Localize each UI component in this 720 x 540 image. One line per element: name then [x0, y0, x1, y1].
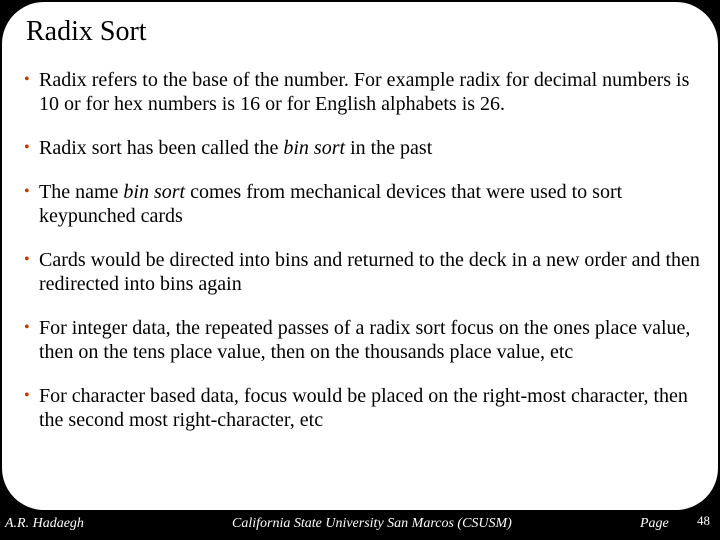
bullet-dot-icon: •	[24, 139, 30, 156]
bullet-dot-icon: •	[24, 387, 30, 404]
bullet-text: in the past	[345, 137, 433, 159]
bullet-list	[24, 68, 704, 452]
bullet-item	[24, 136, 704, 160]
slide-title: Radix Sort	[26, 16, 147, 47]
footer-author: A.R. Hadaegh	[5, 516, 84, 531]
bullet-text: comes from mechanical devices that were used to sort keypunched cards	[39, 181, 623, 227]
bullet-dot-icon: •	[24, 183, 30, 200]
bullet-text: The name	[39, 181, 124, 203]
bullet-text: Cards would be directed into bins and returned to the deck in a new order and then redirected into bins again	[39, 249, 700, 295]
bullet-item	[24, 384, 704, 432]
bullet-text: For character based data, focus would be placed on the right-most character, then the second most right-character, etc	[39, 385, 688, 431]
bullet-text-italic: bin sort	[283, 137, 346, 159]
bullet-item	[24, 316, 704, 364]
bullet-text: For integer data, the repeated passes of a radix sort focus on the ones place value, then on the tens place value, then on the thousands place value, etc	[39, 317, 691, 363]
bullet-item	[24, 248, 704, 296]
bullet-item	[24, 68, 704, 116]
bullet-text-italic: bin sort	[123, 181, 186, 203]
bullet-dot-icon: •	[24, 71, 30, 88]
bullet-dot-icon: •	[24, 319, 30, 336]
footer	[0, 512, 720, 540]
bullet-item	[24, 180, 704, 228]
bullet-dot-icon: •	[24, 251, 30, 268]
footer-page-number: 48	[697, 513, 710, 528]
footer-page-label: Page	[640, 516, 669, 531]
bullet-text: Radix refers to the base of the number. For example radix for decimal numbers is 10 or for hex numbers is 16 or for English alphabets is 26.	[39, 69, 690, 115]
slide-panel	[2, 2, 718, 510]
bullet-text: Radix sort has been called the	[39, 137, 284, 159]
footer-university: California State University San Marcos (CSUSM)	[232, 516, 512, 531]
